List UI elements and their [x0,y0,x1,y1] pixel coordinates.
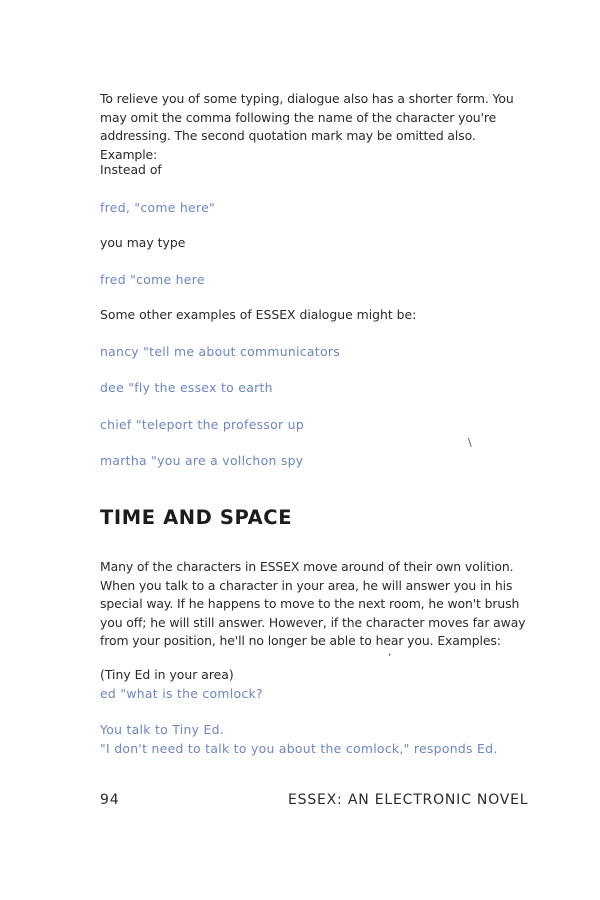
scan-speck-mark: \ [468,436,472,449]
scan-speck-mark: , [388,645,392,658]
dialogue-example: martha "you are a vollchon spy [100,453,304,468]
example-context: (Tiny Ed in your area) [100,667,234,682]
running-footer: ESSEX: AN ELECTRONIC NOVEL [288,792,529,808]
example-long-command: fred, "come here" [100,200,215,215]
intro-paragraph: To relieve you of some typing, dialogue also has a shorter form. You may omit the comma following the name of the character you're addressing. The second quotation mark may be omitted also. Example: [100,91,514,162]
response-line: "I don't need to talk to you about the comlock," responds Ed. [100,741,498,756]
example-command: ed "what is the comlock? [100,686,263,701]
section-heading: TIME AND SPACE [100,506,293,529]
dialogue-example: chief "teleport the professor up [100,417,304,432]
instead-of-label: Instead of [100,162,162,177]
section-paragraph: Many of the characters in ESSEX move around of their own volition. When you talk to a character in your area, he will answer you in his special way. If he happens to move to the next room, he won't brush you off; he will still answer. However, if the character moves far away from your position, he'll no longer be able to hear you. Examples: [100,559,526,648]
other-examples-intro: Some other examples of ESSEX dialogue might be: [100,307,417,322]
dialogue-example: nancy "tell me about communicators [100,344,340,359]
page-number: 94 [100,792,120,808]
example-short-command: fred "come here [100,272,205,287]
dialogue-example: dee "fly the essex to earth [100,380,273,395]
you-may-type-label: you may type [100,235,186,250]
response-line: You talk to Tiny Ed. [100,722,225,737]
